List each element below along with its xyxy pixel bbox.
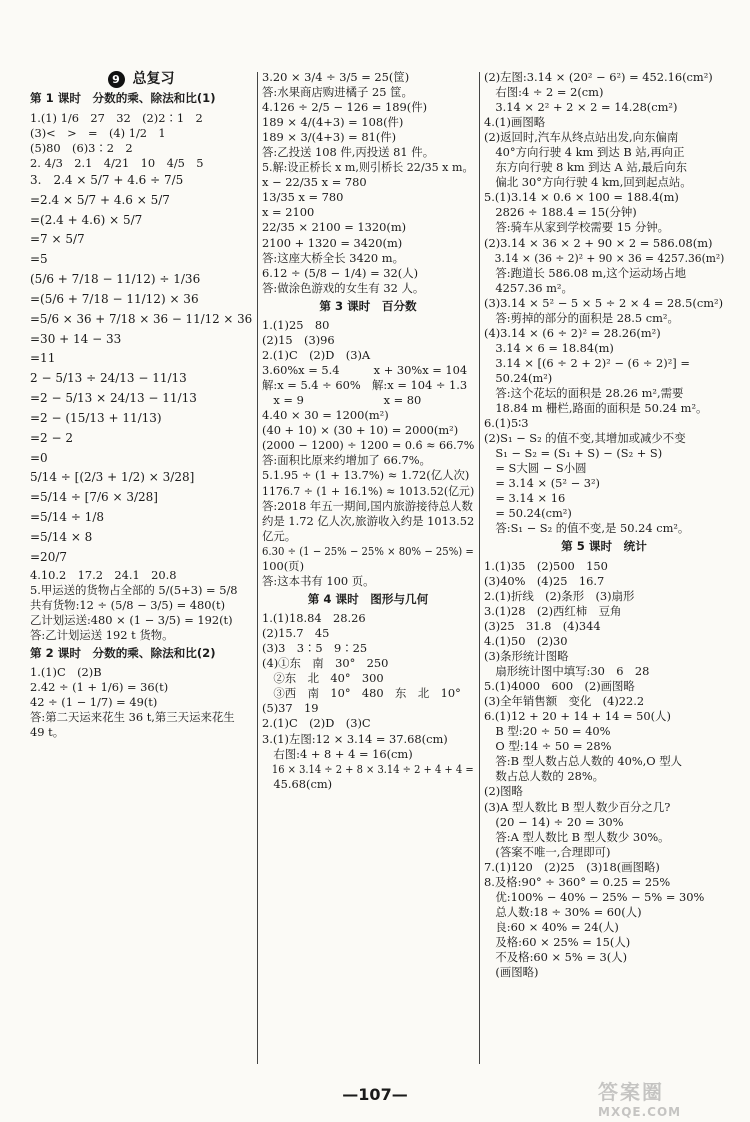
math-line: =20/7 [30, 549, 68, 564]
answer-line: 良:60 × 40% = 24(人) [484, 919, 619, 934]
answer-line: 1176.7 ÷ (1 + 16.1%) ≈ 1013.52(亿元) [262, 483, 475, 498]
answer-line: 答:这本书有 100 页。 [262, 573, 375, 588]
answer-line: (2)图略 [484, 784, 523, 799]
answer-line: 5.(1)3.14 × 0.6 × 100 = 188.4(m) [484, 190, 679, 205]
answer-line: = 50.24(cm²) [484, 506, 572, 521]
answer-line: = S大圆 − S小圆 [484, 461, 587, 476]
answer-line: (40 + 10) × (30 + 10) = 2000(m²) [262, 423, 459, 438]
math-line: =(5/6 + 7/18 − 11/12) × 36 [30, 291, 199, 306]
answer-line: 2.42 ÷ (1 + 1/6) = 36(t) [30, 680, 169, 695]
answer-line: 6.(1)12 + 20 + 14 + 14 = 50(人) [484, 709, 671, 724]
math-line: =2.4 × 5/7 + 4.6 × 5/7 [30, 192, 170, 207]
answer-line: 3.60%x = 5.4 x + 30%x = 104 [262, 363, 468, 378]
answer-line: (3)3.14 × 5² − 5 × 5 ÷ 2 × 4 = 28.5(cm²) [484, 295, 724, 310]
math-line: =(2.4 + 4.6) × 5/7 [30, 212, 143, 227]
page-number: —107— [342, 1085, 408, 1104]
math-line: =0 [30, 450, 48, 465]
answer-line: ②东 北 40° 300 [262, 671, 384, 686]
answer-line: 7.(1)120 (2)25 (3)18(画图略) [484, 859, 660, 874]
answer-line: 3.(1)左图:12 × 3.14 = 37.68(cm) [262, 731, 448, 746]
column-divider [479, 72, 480, 1064]
answer-line: 3.(1)28 (2)西红柿 豆角 [484, 603, 622, 618]
answer-line: 约是 1.72 亿人次,旅游收入约是 1013.52 [262, 513, 475, 528]
answer-line: S₁ − S₂ = (S₁ + S) − (S₂ + S) [484, 446, 663, 461]
answer-line: 答:跑道长 586.08 m,这个运动场占地 [484, 265, 687, 280]
answer-line: 偏北 30°方向行驶 4 km,回到起点站。 [484, 175, 692, 190]
answer-line: 数占总人数的 28%。 [484, 769, 605, 784]
answer-line: 4.(1)50 (2)30 [484, 633, 568, 648]
answer-line: (2)15.7 45 [262, 626, 330, 641]
answer-line: 4.10.2 17.2 24.1 20.8 [30, 567, 177, 582]
answer-line: (5)37 19 [262, 701, 319, 716]
unit-header [30, 70, 252, 88]
answer-line: (3)25 31.8 (4)344 [484, 618, 601, 633]
answer-line: 189 × 4/(4+3) = 108(件) [262, 115, 404, 130]
answer-line: 2100 + 1320 = 3420(m) [262, 235, 403, 250]
answer-line: 总人数:18 ÷ 30% = 60(人) [484, 904, 642, 919]
answer-line: 6.30 ÷ (1 − 25% − 25% × 80% − 25%) = [262, 543, 474, 558]
column-right [484, 70, 724, 980]
answer-line: 3.14 × [(6 ÷ 2 + 2)² − (6 ÷ 2)²] = [484, 355, 690, 370]
answer-line: 5.甲运送的货物占全部的 5/(5+3) = 5/8 [30, 582, 238, 597]
answer-line: (5)80 (6)3∶2 2 [30, 140, 133, 155]
answer-line: 5.1.95 ÷ (1 + 13.7%) ≈ 1.72(亿人次) [262, 468, 470, 483]
section-heading: 第 5 课时 统计 [561, 539, 647, 554]
math-line: =30 + 14 − 33 [30, 331, 122, 346]
answer-line: 东方向行驶 8 km 到达 A 站,最后向东 [484, 160, 687, 175]
answer-line: (3)A 型人数比 B 型人数少百分之几? [484, 799, 671, 814]
math-line: =2 − (15/13 + 11/13) [30, 410, 162, 425]
answer-line: 189 × 3/(4+3) = 81(件) [262, 130, 397, 145]
answer-line: 3.14 × 6 = 18.84(m) [484, 340, 614, 355]
answer-line: 答:乙计划运送 192 t 货物。 [30, 627, 174, 642]
watermark-logo-text: 答案圈 [598, 1080, 664, 1104]
math-line: =5/14 × 8 [30, 529, 93, 544]
answer-line: = 3.14 × (5² − 3²) [484, 476, 601, 491]
answer-line: (2)S₁ − S₂ 的值不变,其增加或减少不变 [484, 431, 686, 446]
answer-line: 3.14 × 2² + 2 × 2 = 14.28(cm²) [484, 100, 678, 115]
math-line: 2 − 5/13 ÷ 24/13 − 11/13 [30, 371, 187, 386]
answer-line: 3.20 × 3/4 ÷ 3/5 = 25(筐) [262, 70, 410, 84]
answer-line: 16 × 3.14 ÷ 2 + 8 × 3.14 ÷ 2 + 4 + 4 = [262, 761, 474, 776]
section-heading: 第 3 课时 百分数 [319, 298, 417, 313]
answer-line: (3)条形统计图略 [484, 649, 569, 664]
answer-line: x = 9 x = 80 [262, 393, 422, 408]
answer-line: 扇形统计图中填写:30 6 28 [484, 664, 650, 679]
answer-line: 4.126 ÷ 2/5 − 126 = 189(件) [262, 100, 428, 115]
answer-line: B 型:20 ÷ 50 = 40% [484, 724, 611, 739]
answer-line: 6.(1)5∶3 [484, 416, 529, 431]
answer-line: (3)3 3∶5 9∶25 [262, 641, 368, 656]
answer-line: (4)①东 南 30° 250 [262, 656, 389, 671]
answer-line: 1.(1)18.84 28.26 [262, 611, 366, 626]
answer-line: 4257.36 m²。 [484, 280, 573, 295]
answer-line: 2.(1)C (2)D (3)A [262, 348, 371, 363]
answer-line: (4)3.14 × (6 ÷ 2)² = 28.26(m²) [484, 325, 661, 340]
unit-title: 总复习 [132, 71, 175, 87]
answer-line: 答:水果商店购进橘子 25 筐。 [262, 85, 413, 100]
answer-line: ③西 南 10° 480 东 北 10° [262, 686, 461, 701]
answer-line: 答:面积比原来约增加了 66.7%。 [262, 453, 431, 468]
math-line: 5/14 ÷ [(2/3 + 1/2) × 3/28] [30, 470, 195, 485]
answer-line: 1.(1)25 80 [262, 318, 330, 332]
answer-line: 解:x = 5.4 ÷ 60% 解:x = 104 ÷ 1.3 [262, 378, 468, 393]
answer-line: 答:乙投送 108 件,丙投送 81 件。 [262, 145, 435, 160]
answer-line: 乙计划运送:480 × (1 − 3/5) = 192(t) [30, 612, 233, 627]
answer-line: 答:B 型人数占总人数的 40%,O 型人 [484, 754, 683, 769]
column-middle [262, 70, 474, 792]
math-line: (5/6 + 7/18 − 11/12) ÷ 1/36 [30, 272, 201, 287]
answer-line: 共有货物:12 ÷ (5/8 − 3/5) = 480(t) [30, 597, 226, 612]
answer-line: (2000 − 1200) ÷ 1200 = 0.6̇ ≈ 66.7% [262, 438, 475, 453]
answer-line: 2. 4/3 2.1 4/21 10 4/5 5 [30, 155, 204, 170]
answer-line: 右图:4 + 8 + 4 = 16(cm) [262, 746, 413, 761]
answer-line: 答:2018 年五一期间,国内旅游接待总人数 [262, 498, 473, 513]
math-line: =7 × 5/7 [30, 232, 85, 247]
answer-line: 49 t。 [30, 725, 65, 740]
answer-line: 1.(1)35 (2)500 150 [484, 558, 608, 573]
answer-line: (答案不唯一,合理即可) [484, 844, 611, 859]
math-line: =5/14 ÷ [7/6 × 3/28] [30, 490, 158, 505]
answer-line: 6.12 ÷ (5/8 − 1/4) = 32(人) [262, 265, 419, 280]
answer-line: 答:剪掉的部分的面积是 28.5 cm²。 [484, 310, 679, 325]
watermark-url: MXQE.COM [598, 1105, 682, 1119]
answer-line: (20 − 14) ÷ 20 = 30% [484, 814, 624, 829]
answer-line: 答:S₁ − S₂ 的值不变,是 50.24 cm²。 [484, 521, 690, 536]
answer-line: 2.(1)折线 (2)条形 (3)扇形 [484, 588, 635, 603]
answer-line: 1.(1) 1/6 27 32 (2)2∶1 2 [30, 110, 203, 125]
answer-line: 45.68(cm) [262, 776, 333, 791]
answer-line: 13/35 x = 780 [262, 190, 344, 205]
answer-line: 答:A 型人数比 B 型人数少 30%。 [484, 829, 670, 844]
answer-line: 及格:60 × 25% = 15(人) [484, 934, 631, 949]
answer-line: 答:骑车从家到学校需要 15 分钟。 [484, 220, 670, 235]
math-line: 3. 2.4 × 5/7 + 4.6 ÷ 7/5 [30, 172, 184, 187]
math-line: =5/14 ÷ 1/8 [30, 510, 104, 525]
answer-line: 4.40 × 30 = 1200(m²) [262, 408, 389, 423]
answer-line: 50.24(m²) [484, 370, 553, 385]
unit-number-badge: 9 [108, 71, 125, 88]
math-line: =5/6 × 36 + 7/18 × 36 − 11/12 × 36 [30, 311, 253, 326]
section-heading: 第 4 课时 图形与几何 [307, 591, 429, 606]
answer-line: (3)40% (4)25 16.7 [484, 573, 605, 588]
column-divider [257, 72, 258, 1064]
watermark-logo [598, 1076, 738, 1119]
answer-line: 5.(1)4000 600 (2)画图略 [484, 679, 635, 694]
answer-line: = 3.14 × 16 [484, 491, 566, 506]
answer-line: 右图:4 ÷ 2 = 2(cm) [484, 85, 604, 100]
answer-line: x = 2100 [262, 205, 315, 220]
column-left [30, 70, 252, 740]
answer-line: 22/35 × 2100 = 1320(m) [262, 220, 407, 235]
answer-line: O 型:14 ÷ 50 = 28% [484, 739, 612, 754]
answer-line: 不及格:60 × 5% = 3(人) [484, 949, 628, 964]
answer-line: (画图略) [484, 965, 539, 980]
answer-line: (2)返回时,汽车从终点站出发,向东偏南 [484, 130, 679, 145]
answer-line: 1.(1)C (2)B [30, 665, 102, 680]
answer-line: 2826 ÷ 188.4 = 15(分钟) [484, 205, 637, 220]
answer-line: 答:这座大桥全长 3420 m。 [262, 250, 404, 265]
section-heading: 第 1 课时 分数的乘、除法和比(1) [30, 91, 216, 106]
answer-line: 2.(1)C (2)D (3)C [262, 716, 371, 731]
answer-line: 18.84 m 栅栏,路面的面积是 50.24 m²。 [484, 401, 708, 416]
answer-line: 3.14 × (36 ÷ 2)² + 90 × 36 = 4257.36(m²) [484, 250, 725, 265]
answer-line: 100(页) [262, 558, 305, 573]
answer-line: 42 ÷ (1 − 1/7) = 49(t) [30, 695, 158, 710]
answer-line: 8.及格:90° ÷ 360° = 0.25 = 25% [484, 874, 671, 889]
answer-line: 答:这个花坛的面积是 28.26 m²,需要 [484, 385, 684, 400]
answer-line: 5.解:设正桥长 x m,则引桥长 22/35 x m。 [262, 160, 474, 175]
answer-line: 优:100% − 40% − 25% − 5% = 30% [484, 889, 705, 904]
math-line: =2 − 2 [30, 430, 74, 445]
answer-line: (2)左图:3.14 × (20² − 6²) = 452.16(cm²) [484, 70, 713, 84]
answer-line: (3)全年销售额 变化 (4)22.2 [484, 694, 645, 709]
answer-line: (2)15 (3)96 [262, 333, 335, 348]
answer-line: 4.(1)画图略 [484, 115, 546, 130]
section-heading: 第 2 课时 分数的乘、除法和比(2) [30, 645, 216, 660]
answer-line: x − 22/35 x = 780 [262, 175, 367, 190]
answer-line: (2)3.14 × 36 × 2 + 90 × 2 = 586.08(m) [484, 235, 713, 250]
answer-line: 答:做涂色游戏的女生有 32 人。 [262, 280, 425, 295]
answer-line: 40°方向行驶 4 km 到达 B 站,再向正 [484, 145, 685, 160]
answer-line: 答:第二天运来花生 36 t,第三天运来花生 [30, 710, 235, 725]
math-line: =11 [30, 351, 56, 366]
math-line: =2 − 5/13 × 24/13 − 11/13 [30, 391, 197, 406]
math-line: =5 [30, 252, 48, 267]
answer-line: (3)< > = (4) 1/2 1 [30, 125, 166, 140]
answer-line: 亿元。 [262, 528, 297, 543]
